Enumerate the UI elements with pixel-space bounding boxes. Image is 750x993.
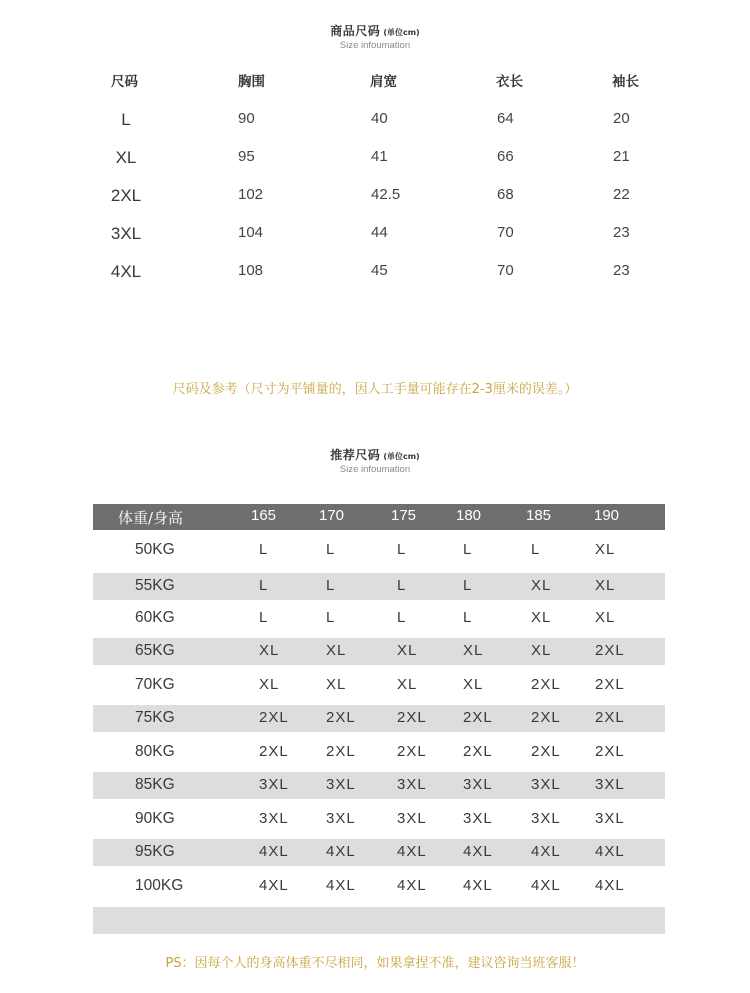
size-cell: L (326, 577, 336, 594)
size-cell: 4XL (259, 843, 289, 860)
size-cell: 4XL (326, 877, 356, 894)
weight-cell: 75KG (135, 709, 175, 726)
sleeve-cell: 21 (613, 148, 630, 165)
size-cell: 4XL (531, 843, 561, 860)
table-header-bar (93, 504, 665, 530)
size-cell: XL (115, 148, 137, 167)
size-cell: 2XL (259, 743, 289, 760)
size-cell: L (531, 541, 541, 558)
weight-cell: 85KG (135, 776, 175, 793)
table-row (93, 672, 665, 699)
table-row (0, 148, 750, 172)
size-cell: L (397, 577, 407, 594)
size-cell: L (259, 609, 269, 626)
table-row (93, 839, 665, 866)
size-cell: L (326, 541, 336, 558)
table-row (0, 224, 750, 248)
size-cell: XL (326, 642, 347, 659)
size-cell: 2XL (595, 676, 625, 693)
size-cell: 2XL (463, 743, 493, 760)
shoulder-cell: 44 (371, 224, 388, 241)
size-info-title-block (0, 20, 750, 51)
size-cell: XL (463, 642, 484, 659)
size-cell: 2XL (463, 709, 493, 726)
size-cell: 3XL (259, 810, 289, 827)
size-cell: L (259, 577, 269, 594)
chest-cell: 108 (238, 262, 264, 279)
size-cell: L (326, 609, 336, 626)
size-cell: L (463, 541, 473, 558)
size-cell: XL (595, 577, 616, 594)
sleeve-cell: 23 (613, 224, 630, 241)
size-cell: XL (326, 676, 347, 693)
header-weight-height: 体重/身高 (118, 509, 184, 527)
size-cell: 4XL (397, 877, 427, 894)
chest-cell: 104 (238, 224, 264, 241)
ps-note: PS：因每个人的身高体重不尽相同，如果拿捏不准，建议咨询当班客服！ (165, 956, 585, 971)
table-row (93, 605, 665, 632)
header-shoulder: 肩宽 (370, 74, 397, 89)
size-cell: 3XL (595, 810, 625, 827)
size-cell: 2XL (259, 709, 289, 726)
shoulder-cell: 40 (371, 110, 388, 127)
size-cell: 2XL (326, 709, 356, 726)
shoulder-cell: 45 (371, 262, 388, 279)
length-cell: 66 (497, 148, 514, 165)
table-row (93, 638, 665, 665)
size-info-title: 商品尺码 (330, 24, 381, 38)
size-cell: 3XL (531, 776, 561, 793)
length-cell: 64 (497, 110, 514, 127)
recommend-title-block (0, 444, 750, 475)
table-footer-band (93, 907, 665, 934)
header-length: 衣长 (496, 74, 523, 89)
header-sleeve: 袖长 (612, 74, 639, 89)
size-cell: 2XL (531, 743, 561, 760)
size-cell: 4XL (463, 877, 493, 894)
size-cell: 2XL (531, 709, 561, 726)
size-cell: XL (259, 676, 280, 693)
table-row (93, 537, 665, 564)
weight-cell: 65KG (135, 642, 175, 659)
recommend-subtitle: Size infoumation (339, 464, 411, 475)
size-cell: 4XL (259, 877, 289, 894)
table-row (93, 705, 665, 732)
size-cell: 3XL (326, 776, 356, 793)
recommend-title: 推荐尺码 (330, 448, 381, 462)
weight-cell: 70KG (135, 676, 175, 693)
shoulder-cell: 41 (371, 148, 388, 165)
weight-cell: 100KG (135, 877, 184, 894)
table-row (0, 262, 750, 286)
size-cell: 2XL (326, 743, 356, 760)
size-cell: XL (595, 609, 616, 626)
size-cell: L (397, 541, 407, 558)
header-height-190: 190 (594, 507, 620, 524)
size-cell: 2XL (531, 676, 561, 693)
weight-cell: 90KG (135, 810, 175, 827)
size-cell: 3XL (463, 810, 493, 827)
table-row (93, 739, 665, 766)
size-cell: 2XL (397, 743, 427, 760)
weight-cell: 55KG (135, 577, 175, 594)
table-row (0, 110, 750, 134)
sleeve-cell: 22 (613, 186, 630, 203)
size-cell: 3XL (110, 224, 142, 243)
size-cell: 4XL (531, 877, 561, 894)
header-height-170: 170 (319, 507, 345, 524)
table-row (93, 573, 665, 600)
table-row (93, 873, 665, 900)
size-cell: 2XL (595, 642, 625, 659)
size-cell: 3XL (397, 776, 427, 793)
size-cell: 3XL (326, 810, 356, 827)
size-cell: XL (259, 642, 280, 659)
size-cell: XL (531, 642, 552, 659)
size-cell: L (397, 609, 407, 626)
header-chest: 胸围 (238, 74, 265, 89)
size-info-subtitle: Size infoumation (339, 40, 411, 51)
size-cell: L (463, 609, 473, 626)
length-cell: 70 (497, 262, 514, 279)
size-cell: XL (531, 577, 552, 594)
size-cell: 4XL (397, 843, 427, 860)
table-row (93, 772, 665, 799)
size-cell: L (121, 110, 131, 129)
size-cell: 3XL (531, 810, 561, 827)
chest-cell: 90 (238, 110, 255, 127)
table-header (0, 70, 750, 94)
size-cell: L (259, 541, 269, 558)
size-cell: 2XL (595, 743, 625, 760)
table-row (93, 806, 665, 833)
weight-cell: 50KG (135, 541, 175, 558)
size-cell: 4XL (463, 843, 493, 860)
size-cell: 4XL (110, 262, 142, 281)
size-cell: 3XL (463, 776, 493, 793)
size-cell: 2XL (110, 186, 142, 205)
weight-cell: 60KG (135, 609, 175, 626)
size-cell: XL (595, 541, 616, 558)
header-height-180: 180 (456, 507, 482, 524)
size-cell: 3XL (259, 776, 289, 793)
header-height-165: 165 (251, 507, 277, 524)
header-height-175: 175 (391, 507, 417, 524)
weight-cell: 95KG (135, 843, 175, 860)
length-cell: 70 (497, 224, 514, 241)
weight-cell: 80KG (135, 743, 175, 760)
sleeve-cell: 20 (613, 110, 630, 127)
measurement-note: 尺码及参考（尺寸为平铺量的，因人工手量可能存在2-3厘米的误差。） (172, 382, 578, 397)
size-cell: 4XL (326, 843, 356, 860)
size-cell: 2XL (595, 709, 625, 726)
table-row (0, 186, 750, 210)
size-cell: XL (463, 676, 484, 693)
chest-cell: 102 (238, 186, 264, 203)
shoulder-cell: 42.5 (371, 186, 401, 203)
size-cell: 2XL (397, 709, 427, 726)
size-cell: 3XL (397, 810, 427, 827)
length-cell: 68 (497, 186, 514, 203)
header-size: 尺码 (111, 74, 138, 89)
size-info-unit: (单位cm) (383, 28, 420, 37)
size-cell: 3XL (595, 776, 625, 793)
size-cell: XL (397, 676, 418, 693)
header-height-185: 185 (526, 507, 552, 524)
sleeve-cell: 23 (613, 262, 630, 279)
size-cell: L (463, 577, 473, 594)
size-cell: 4XL (595, 877, 625, 894)
size-cell: XL (397, 642, 418, 659)
size-cell: XL (531, 609, 552, 626)
chest-cell: 95 (238, 148, 255, 165)
recommend-unit: (单位cm) (383, 452, 420, 461)
size-cell: 4XL (595, 843, 625, 860)
